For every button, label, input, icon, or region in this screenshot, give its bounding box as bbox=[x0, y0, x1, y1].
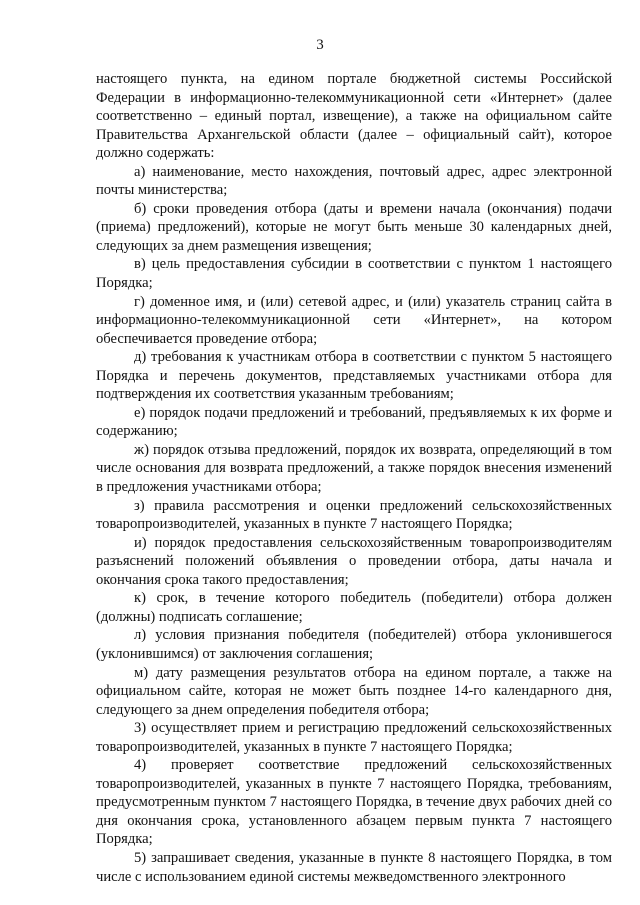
page-number: 3 bbox=[316, 37, 324, 53]
list-item-l: л) условия признания победителя (победителей) отбора уклонившегося (уклонившимся) от заключения соглашения; bbox=[96, 627, 612, 662]
list-item-zh: ж) порядок отзыва предложений, порядок их возврата, определяющий в том числе основания для возврата предложений, а также порядок внесения изменений в предложения участниками отбора; bbox=[96, 441, 612, 496]
list-item-m: м) дату размещения результатов отбора на едином портале, а также на официальном сайте, которая не может быть позднее 14-го календарного дня, следующего за днем определения победителя отбора; bbox=[96, 664, 612, 718]
paragraph-intro-continuation: настоящего пункта, на едином портале бюджетной системы Российской Федерации в информационно-телекоммуникационной сети «Интернет» (далее соответственно – единый портал, извещение), а также на официальном сайте Правительства Архангельской области (далее – официальный сайт), которое должно содержать: bbox=[96, 71, 612, 162]
numbered-item-4: 4) проверяет соответствие предложений сельскохозяйственных товаропроизводителей, указанных в пункте 7 настоящего Порядка, требованиям, предусмотренным пунктом 7 настоящего Порядка, в течение двух рабочих дней со дня окончания срока, установленного абзацем первым пункта 7 настоящего Порядка; bbox=[96, 757, 612, 848]
list-item-b: б) сроки проведения отбора (даты и времени начала (окончания) подачи (приема) предложений), которые не могут быть меньше 30 календарных дней, следующих за днем размещения извещения; bbox=[96, 200, 612, 254]
numbered-item-5: 5) запрашивает сведения, указанные в пункте 8 настоящего Порядка, в том числе с использованием единой системы межведомственного электронного bbox=[96, 849, 612, 885]
numbered-item-3: 3) осуществляет прием и регистрацию предложений сельскохозяйственных товаропроизводителей, указанных в пункте 7 настоящего Порядка; bbox=[96, 720, 612, 755]
list-item-e: е) порядок подачи предложений и требований, предъявляемых к их форме и содержанию; bbox=[96, 404, 612, 440]
list-item-k: к) срок, в течение которого победитель (победители) отбора должен (должны) подписать соглашение; bbox=[96, 590, 612, 625]
list-item-v: в) цель предоставления субсидии в соответствии с пунктом 1 настоящего Порядка; bbox=[96, 256, 612, 292]
list-item-i: и) порядок предоставления сельскохозяйственным товаропроизводителям разъяснений положений объявления о проведении отбора, даты начала и окончания срока такого предоставления; bbox=[96, 534, 612, 588]
list-item-d: д) требования к участникам отбора в соответствии с пунктом 5 настоящего Порядка и перечень документов, представляемых участниками отбора для подтверждения их соответствия указанным требованиям; bbox=[96, 349, 612, 403]
list-item-z: з) правила рассмотрения и оценки предложений сельскохозяйственных товаропроизводителей, указанных в пункте 7 настоящего Порядка; bbox=[96, 497, 612, 533]
list-item-g: г) доменное имя, и (или) сетевой адрес, и (или) указатель страниц сайта в информационно-телекоммуникационной сети «Интернет», на котором обеспечивается проведение отбора; bbox=[96, 293, 612, 347]
list-item-a: а) наименование, место нахождения, почтовый адрес, адрес электронной почты министерства; bbox=[96, 163, 612, 199]
document-body bbox=[96, 70, 612, 886]
